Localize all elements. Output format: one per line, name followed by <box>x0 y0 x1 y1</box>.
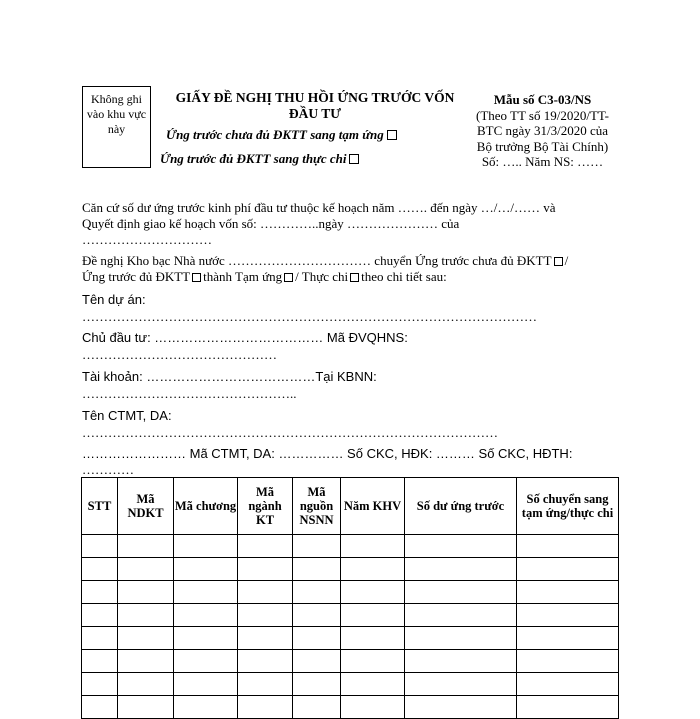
table-header-row <box>82 478 619 535</box>
request-line-2-detail: theo chi tiết sau: <box>361 269 447 284</box>
table-cell[interactable] <box>238 581 293 604</box>
document-title-line-1: GIẤY ĐỀ NGHỊ THU HỒI ỨNG TRƯỚC VỐN <box>175 90 455 105</box>
table-cell[interactable] <box>118 604 174 627</box>
col-header-advance-balance: Số dư ứng trước <box>405 478 517 535</box>
reserved-area-box <box>82 86 151 168</box>
col-header-chapter: Mã chương <box>174 478 238 535</box>
table-cell[interactable] <box>341 696 405 719</box>
project-name-field[interactable]: …………………………………………………………………………………………… <box>82 309 537 324</box>
table-cell[interactable] <box>238 696 293 719</box>
request-line-1 <box>82 253 568 269</box>
investor-line-continuation[interactable]: ……………………………………… <box>82 347 277 362</box>
table-cell[interactable] <box>118 627 174 650</box>
table-cell[interactable] <box>82 673 118 696</box>
table-cell[interactable] <box>293 535 341 558</box>
table-cell[interactable] <box>517 581 619 604</box>
checkbox-advance-to-actual[interactable] <box>349 154 359 164</box>
col-header-stt: STT <box>82 478 118 535</box>
table-cell[interactable] <box>405 604 517 627</box>
table-cell[interactable] <box>405 581 517 604</box>
table-cell[interactable] <box>82 558 118 581</box>
investor-line[interactable]: Chủ đầu tư: ………………………………… Mã ĐVQHNS: <box>82 330 408 345</box>
table-cell[interactable] <box>174 650 238 673</box>
table-cell[interactable] <box>82 604 118 627</box>
table-cell[interactable] <box>82 581 118 604</box>
table-cell[interactable] <box>517 650 619 673</box>
table-cell[interactable] <box>174 604 238 627</box>
table-cell[interactable] <box>118 696 174 719</box>
table-cell[interactable] <box>517 673 619 696</box>
form-code-line-3: Bộ trưởng Bộ Tài Chính) <box>476 138 609 154</box>
table-row <box>82 627 619 650</box>
account-line[interactable]: Tài khoản: …………………………………Tại KBNN: <box>82 369 377 384</box>
col-header-transfer-amount: Số chuyển sang tạm ứng/thực chi <box>517 478 619 535</box>
table-cell[interactable] <box>82 627 118 650</box>
table-cell[interactable] <box>118 581 174 604</box>
program-name-label: Tên CTMT, DA: <box>82 408 172 423</box>
table-cell[interactable] <box>293 650 341 673</box>
col-header-year: Năm KHV <box>341 478 405 535</box>
project-name-label: Tên dự án: <box>82 292 146 307</box>
request-line-2 <box>82 269 447 285</box>
basis-line-2: Quyết định giao kế hoạch vốn số: …………..ngày ………………… của <box>82 216 460 231</box>
program-codes-line[interactable]: …………………… Mã CTMT, DA: …………… Số CKC, HĐK: ……… Số CKC, HĐTH: <box>82 446 573 461</box>
form-code-line-1: (Theo TT số 19/2020/TT- <box>475 107 609 123</box>
option-advance-to-temporary[interactable] <box>166 127 397 143</box>
program-codes-continuation[interactable]: ………… <box>82 462 134 477</box>
table-cell[interactable] <box>118 558 174 581</box>
table-cell[interactable] <box>405 673 517 696</box>
checkbox-not-eligible[interactable] <box>554 257 563 266</box>
table-cell[interactable] <box>341 650 405 673</box>
document-title-line-2: ĐẦU TƯ <box>288 106 342 121</box>
table-cell[interactable] <box>238 604 293 627</box>
form-code-line-2: BTC ngày 31/3/2020 của <box>476 123 609 139</box>
table-cell[interactable] <box>517 535 619 558</box>
request-line-1-text: Đề nghị Kho bạc Nhà nước …………………………… chuyển Ứng trước chưa đủ ĐKTT <box>82 253 552 268</box>
form-code-block <box>470 92 615 170</box>
option-advance-to-temporary-label: Ứng trước chưa đủ ĐKTT sang tạm ứng <box>166 127 384 142</box>
table-cell[interactable] <box>341 604 405 627</box>
table-cell[interactable] <box>405 696 517 719</box>
table-row <box>82 604 619 627</box>
program-name-field[interactable]: …………………………………………………………………………………… <box>82 425 498 440</box>
table-cell[interactable] <box>82 696 118 719</box>
table-cell[interactable] <box>341 627 405 650</box>
checkbox-eligible[interactable] <box>192 273 201 282</box>
table-cell[interactable] <box>174 535 238 558</box>
table-cell[interactable] <box>238 535 293 558</box>
table-cell[interactable] <box>82 650 118 673</box>
table-cell[interactable] <box>82 535 118 558</box>
table-cell[interactable] <box>341 581 405 604</box>
table-cell[interactable] <box>238 673 293 696</box>
col-header-ndkt: Mã NDKT <box>118 478 174 535</box>
table-cell[interactable] <box>405 627 517 650</box>
table-cell[interactable] <box>293 696 341 719</box>
reserved-area-line-2: vào khu vực <box>86 107 147 121</box>
table-cell[interactable] <box>517 558 619 581</box>
table-cell[interactable] <box>405 535 517 558</box>
table-cell[interactable] <box>293 604 341 627</box>
option-advance-to-actual[interactable] <box>160 151 359 167</box>
table-cell[interactable] <box>517 604 619 627</box>
table-cell[interactable] <box>238 558 293 581</box>
checkbox-actual[interactable] <box>350 273 359 282</box>
table-row <box>82 558 619 581</box>
table-cell[interactable] <box>118 650 174 673</box>
request-line-2-actual: / Thực chi <box>295 269 349 284</box>
table-cell[interactable] <box>174 673 238 696</box>
document-title <box>166 90 464 122</box>
table-cell[interactable] <box>118 535 174 558</box>
table-cell[interactable] <box>293 673 341 696</box>
table-cell[interactable] <box>238 650 293 673</box>
reserved-area-line-3: này <box>107 122 126 136</box>
table-cell[interactable] <box>118 673 174 696</box>
checkbox-advance-to-temporary[interactable] <box>387 130 397 140</box>
table-cell[interactable] <box>405 558 517 581</box>
form-number-year: Số: ….. Năm NS: …… <box>481 154 604 170</box>
table-cell[interactable] <box>238 627 293 650</box>
reserved-area-line-1: Không ghi <box>91 92 142 106</box>
request-line-2-eligible: Ứng trước đủ ĐKTT <box>82 269 191 284</box>
table-cell[interactable] <box>341 535 405 558</box>
basis-line-1: Căn cứ số dư ứng trước kinh phí đầu tư thuộc kế hoạch năm ……. đến ngày …/…/…… và <box>82 200 556 215</box>
table-cell[interactable] <box>293 627 341 650</box>
table-cell[interactable] <box>517 696 619 719</box>
table-cell[interactable] <box>517 627 619 650</box>
table-row <box>82 650 619 673</box>
basis-line-3: ………………………… <box>82 232 212 247</box>
table-cell[interactable] <box>174 627 238 650</box>
table-row <box>82 673 619 696</box>
col-header-sector: Mã ngành KT <box>238 478 293 535</box>
table-cell[interactable] <box>174 696 238 719</box>
table-cell[interactable] <box>405 650 517 673</box>
checkbox-temporary[interactable] <box>284 273 293 282</box>
request-line-1-slash: / <box>564 253 569 268</box>
table-cell[interactable] <box>174 581 238 604</box>
table-row <box>82 535 619 558</box>
table-row <box>82 581 619 604</box>
request-line-2-temporary: thành Tạm ứng <box>203 269 283 284</box>
option-advance-to-actual-label: Ứng trước đủ ĐKTT sang thực chi <box>160 151 347 166</box>
table-cell[interactable] <box>174 558 238 581</box>
table-cell[interactable] <box>293 558 341 581</box>
account-line-continuation[interactable]: ………………………………………….. <box>82 386 297 401</box>
col-header-source: Mã nguồn NSNN <box>293 478 341 535</box>
table-cell[interactable] <box>341 673 405 696</box>
table-row <box>82 696 619 719</box>
table-cell[interactable] <box>341 558 405 581</box>
detail-table <box>81 477 619 719</box>
table-cell[interactable] <box>293 581 341 604</box>
form-code: Mẫu số C3-03/NS <box>493 92 592 107</box>
